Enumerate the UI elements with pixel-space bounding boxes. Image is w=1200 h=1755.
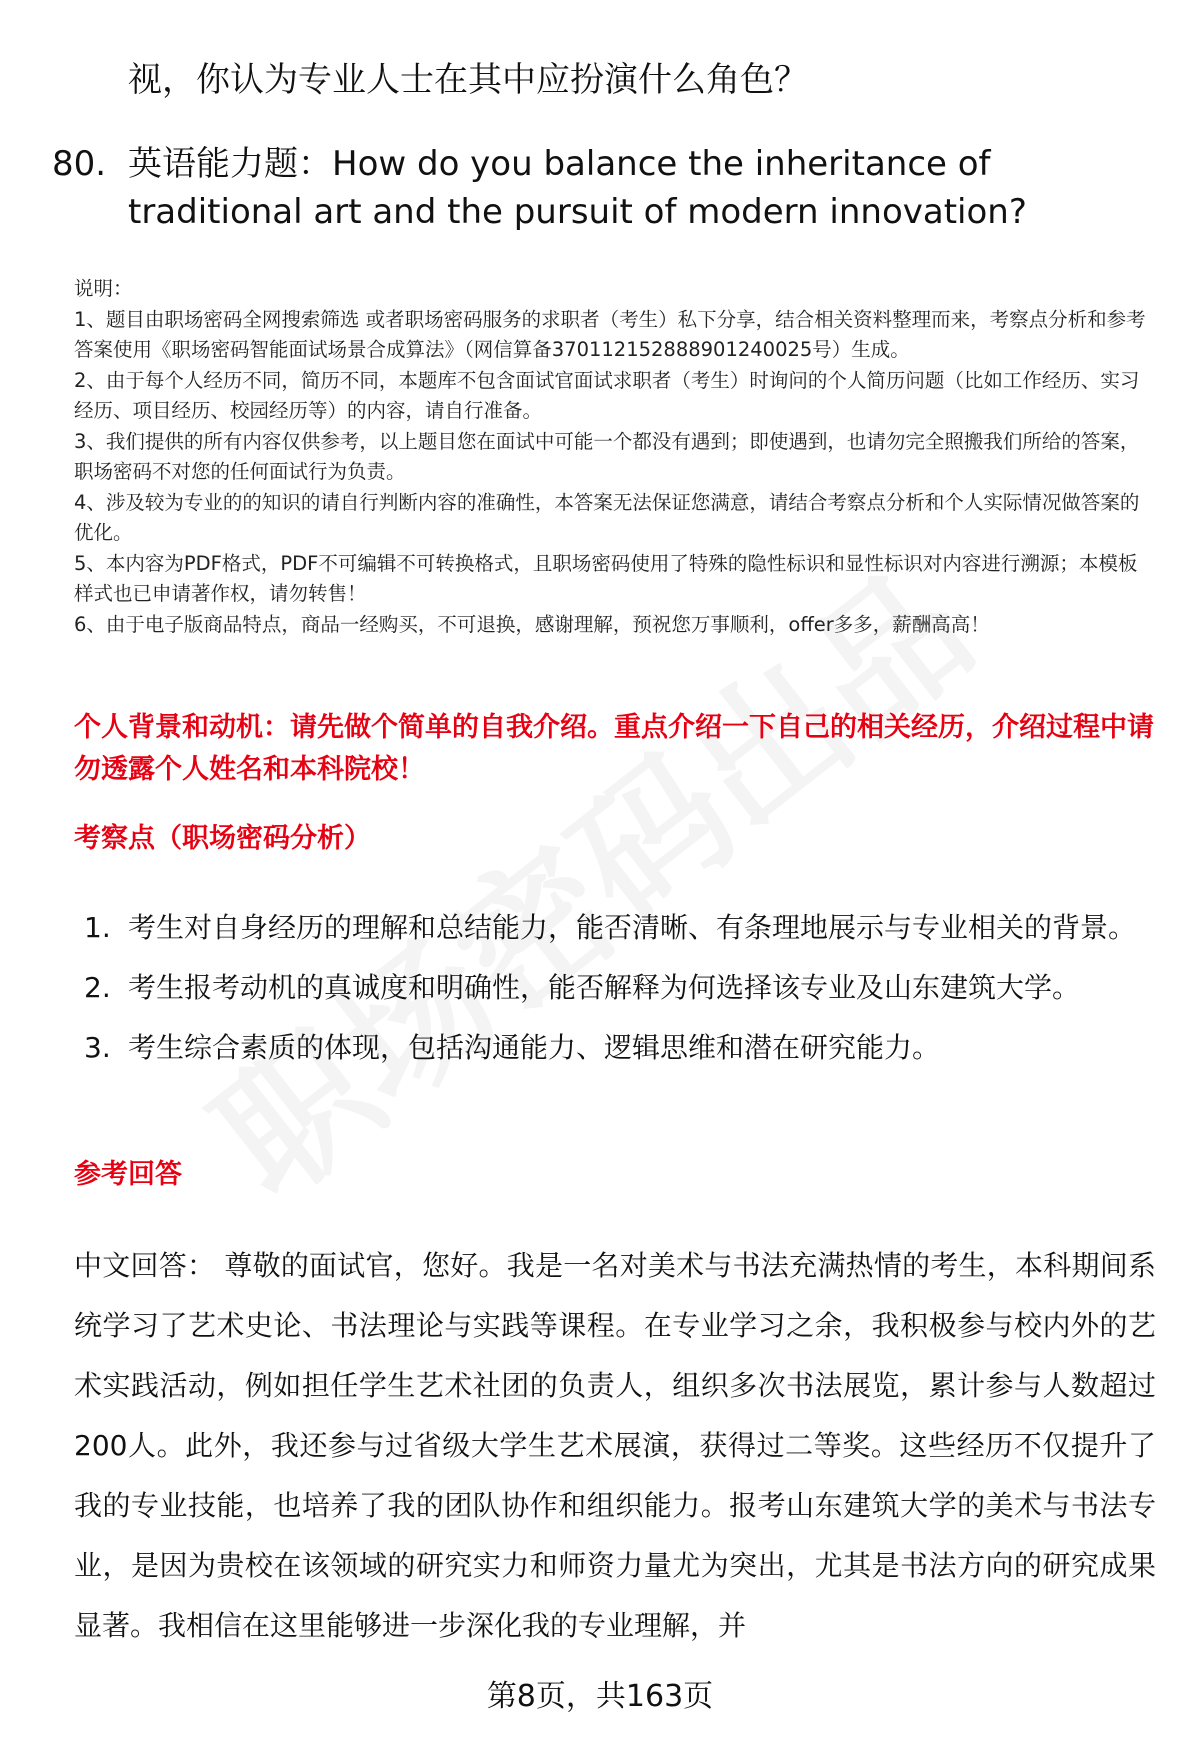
list-item [84, 1018, 1156, 1078]
notes-item: 2、由于每个人经历不同，简历不同，本题库不包含面试官面试求职者（考生）时询问的个人简历问题（比如工作经历、实习经历、项目经历、校园经历等）的内容，请自行准备。 [74, 368, 1140, 422]
points-list [84, 898, 1156, 1078]
notes-block [74, 274, 1156, 640]
list-item-number: 2. [84, 971, 111, 1004]
question-80 [52, 140, 1152, 236]
answer-section-title: 参考回答 [74, 1159, 182, 1190]
notes-item: 5、本内容为PDF格式，PDF不可编辑不可转换格式，且职场密码使用了特殊的隐性标识和显性标识对内容进行溯源；本模板样式也已申请著作权，请勿转售！ [74, 551, 1138, 605]
notes-title: 说明： [74, 277, 133, 300]
list-item-number: 3. [84, 1031, 111, 1064]
notes-item: 4、涉及较为专业的的知识的请自行判断内容的准确性，本答案无法保证您满意，请结合考察点分析和个人实际情况做答案的优化。 [74, 490, 1140, 544]
list-item-text: 考生综合素质的体现，包括沟通能力、逻辑思维和潜在研究能力。 [128, 1031, 941, 1064]
list-item-text: 考生报考动机的真诚度和明确性，能否解释为何选择该专业及山东建筑大学。 [128, 971, 1081, 1004]
list-item-number: 1. [84, 911, 111, 944]
list-item [84, 898, 1156, 958]
notes-item: 3、我们提供的所有内容仅供参考，以上题目您在面试中可能一个都没有遇到；即使遇到，也请勿完全照搬我们所给的答案，职场密码不对您的任何面试行为负责。 [74, 429, 1140, 483]
interview-question: 个人背景和动机：请先做个简单的自我介绍。重点介绍一下自己的相关经历，介绍过程中请勿透露个人姓名和本科院校！ [74, 712, 1154, 785]
points-section-title: 考察点（职场密码分析） [74, 823, 371, 854]
notes-item: 6、由于电子版商品特点，商品一经购买，不可退换，感谢理解，预祝您万事顺利，offer多多，薪酬高高！ [74, 612, 990, 636]
list-item-text: 考生对自身经历的理解和总结能力，能否清晰、有条理地展示与专业相关的背景。 [128, 911, 1137, 944]
list-item [84, 958, 1156, 1018]
page-number: 第8页，共163页 [486, 1679, 714, 1714]
question-number: 80. [52, 144, 107, 184]
question-text: 英语能力题：How do you balance the inheritance of traditional art and the pursuit of modern innovation? [128, 144, 1027, 232]
answer-text: 中文回答： 尊敬的面试官，您好。我是一名对美术与书法充满热情的考生，本科期间系统学习了艺术史论、书法理论与实践等课程。在专业学习之余，我积极参与校内外的艺术实践活动，例如担任学生艺术社团的负责人，组织多次书法展览，累计参与人数超过200人。此外，我还参与过省级大学生艺术展演，获得过二等奖。这些经历不仅提升了我的专业技能，也培养了我的团队协作和组织能力。报考山东建筑大学的美术与书法专业，是因为贵校在该领域的研究实力和师资力量尤为突出，尤其是书法方向的研究成果显著。我相信在这里能够进一步深化我的专业理解，并 [74, 1249, 1156, 1642]
previous-question-continuation: 视，你认为专业人士在其中应扮演什么角色？ [128, 60, 808, 100]
notes-item: 1、题目由职场密码全网搜索筛选 或者职场密码服务的求职者（考生）私下分享，结合相关资料整理而来，考察点分析和参考答案使用《职场密码智能面试场景合成算法》（网信算备370112152888901240025号）生成。 [74, 307, 1146, 361]
